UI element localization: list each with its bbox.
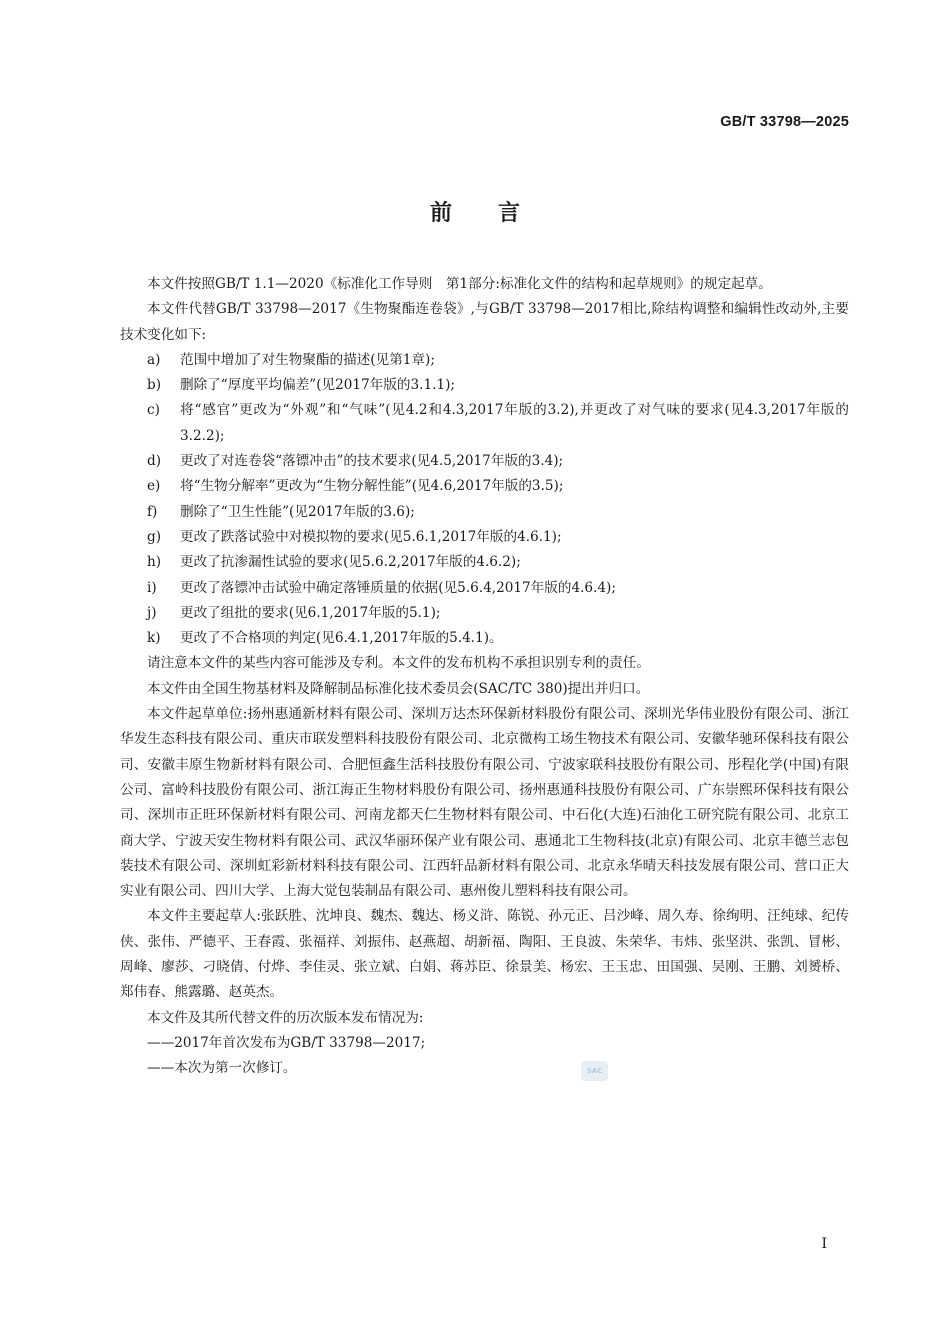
paragraph-replacement: 本文件代替GB/T 33798—2017《生物聚酯连卷袋》,与GB/T 33798—2017相比,除结构调整和编辑性改动外,主要技术变化如下:	[120, 301, 849, 343]
title-char-1: 前	[429, 201, 452, 226]
list-item	[120, 474, 849, 499]
section-title	[0, 196, 950, 227]
list-item-text: 删除了“卫生性能”(见2017年版的3.6);	[180, 503, 415, 520]
list-marker: j)	[147, 604, 157, 621]
list-item	[120, 398, 849, 449]
foreword-body	[120, 272, 849, 1082]
list-marker: d)	[147, 453, 162, 470]
list-item-text: 更改了不合格项的判定(见6.4.1,2017年版的5.4.1)。	[180, 630, 503, 647]
list-marker: i)	[147, 579, 157, 596]
list-item	[120, 550, 849, 575]
paragraph-drafting-units: 本文件起草单位:扬州惠通新材料有限公司、深圳万达杰环保新材料股份有限公司、深圳光华伟业股份有限公司、浙江华发生态科技有限公司、重庆市联发塑料科技股份有限公司、北京微构工场生物技术有限公司、安徽华驰环保科技有限公司、安徽丰原生物新材料有限公司、合肥恒鑫生活科技股份有限公司、宁波家联科技股份有限公司、彤程化学(中国)有限公司、富岭科技股份有限公司、浙江海正生物材料股份有限公司、扬州惠通科技股份有限公司、广东崇熙环保科技有限公司、深圳市正旺环保新材料有限公司、河南龙都天仁生物材料有限公司、中石化(大连)石油化工研究院有限公司、北京工商大学、宁波天安生物材料有限公司、武汉华丽环保产业有限公司、惠通北工生物科技(北京)有限公司、北京丰德兰志包装技术有限公司、深圳虹彩新材料科技有限公司、江西轩品新材料有限公司、北京永华晴天科技发展有限公司、营口正大实业有限公司、四川大学、上海大觉包装制品有限公司、惠州俊儿塑料科技有限公司。	[120, 706, 849, 900]
list-item	[120, 348, 849, 373]
list-marker: e)	[147, 478, 161, 495]
list-item	[120, 525, 849, 550]
list-marker: h)	[147, 554, 162, 571]
paragraph-history-intro: 本文件及其所代替文件的历次版本发布情况为:	[147, 1009, 424, 1026]
list-marker: f)	[147, 503, 158, 520]
list-item	[120, 500, 849, 525]
list-item	[120, 449, 849, 474]
list-item	[120, 626, 849, 651]
list-item	[120, 601, 849, 626]
list-marker: c)	[147, 402, 160, 419]
sac-watermark-logo: SAC	[581, 1061, 608, 1081]
list-marker: k)	[147, 630, 161, 647]
list-item-text: 更改了组批的要求(见6.1,2017年版的5.1);	[180, 604, 441, 621]
list-item-text: 删除了“厚度平均偏差”(见2017年版的3.1.1);	[180, 377, 455, 394]
paragraph-patent-notice: 请注意本文件的某些内容可能涉及专利。本文件的发布机构不承担识别专利的责任。	[147, 655, 650, 672]
paragraph-proposer: 本文件由全国生物基材料及降解制品标准化技术委员会(SAC/TC 380)提出并归口。	[147, 680, 650, 697]
list-item	[120, 576, 849, 601]
page-number: I	[821, 1236, 827, 1252]
paragraph-drafting-rules: 本文件按照GB/T 1.1—2020《标准化工作导则 第1部分:标准化文件的结构和起草规则》的规定起草。	[147, 276, 772, 292]
list-marker: b)	[147, 377, 162, 394]
list-item-text: 范围中增加了对生物聚酯的描述(见第1章);	[180, 351, 435, 368]
paragraph-drafters: 本文件主要起草人:张跃胜、沈坤良、魏杰、魏达、杨义浒、陈锐、孙元正、吕沙峰、周久寿、徐绚明、汪纯球、纪传侠、张伟、严德平、王春霞、张福祥、刘振伟、赵燕超、胡新福、陶阳、王良波、朱荣华、韦炜、张坚洪、张凯、冒彬、周峰、廖莎、刁晓倩、付烨、李佳灵、张立斌、白娟、蒋苏臣、徐景美、杨宏、王玉忠、田国强、吴刚、王鹏、刘赟桥、郑伟春、熊露璐、赵英杰。	[120, 908, 849, 1001]
list-item-text: 更改了跌落试验中对模拟物的要求(见5.6.1,2017年版的4.6.1);	[180, 528, 562, 545]
title-char-2: 言	[498, 201, 521, 226]
list-item-text: 将“感官”更改为“外观”和“气味”(见4.2和4.3,2017年版的3.2),并更改了对气味的要求(见4.3,2017年版的3.2.2);	[180, 402, 849, 444]
history-item: ——本次为第一次修订。	[147, 1060, 297, 1077]
history-item: ——2017年首次发布为GB/T 33798—2017;	[147, 1034, 426, 1051]
list-marker: a)	[147, 351, 161, 368]
standard-code: GB/T 33798—2025	[720, 114, 849, 130]
list-item-text: 更改了落镖冲击试验中确定落锤质量的依据(见5.6.4,2017年版的4.6.4);	[180, 579, 616, 596]
list-item	[120, 373, 849, 398]
list-item-text: 将“生物分解率”更改为“生物分解性能”(见4.6,2017年版的3.5);	[180, 478, 564, 495]
list-marker: g)	[147, 528, 162, 545]
list-item-text: 更改了对连卷袋“落镖冲击”的技术要求(见4.5,2017年版的3.4);	[180, 453, 564, 470]
list-item-text: 更改了抗渗漏性试验的要求(见5.6.2,2017年版的4.6.2);	[180, 554, 521, 571]
technical-changes-list	[120, 348, 849, 652]
